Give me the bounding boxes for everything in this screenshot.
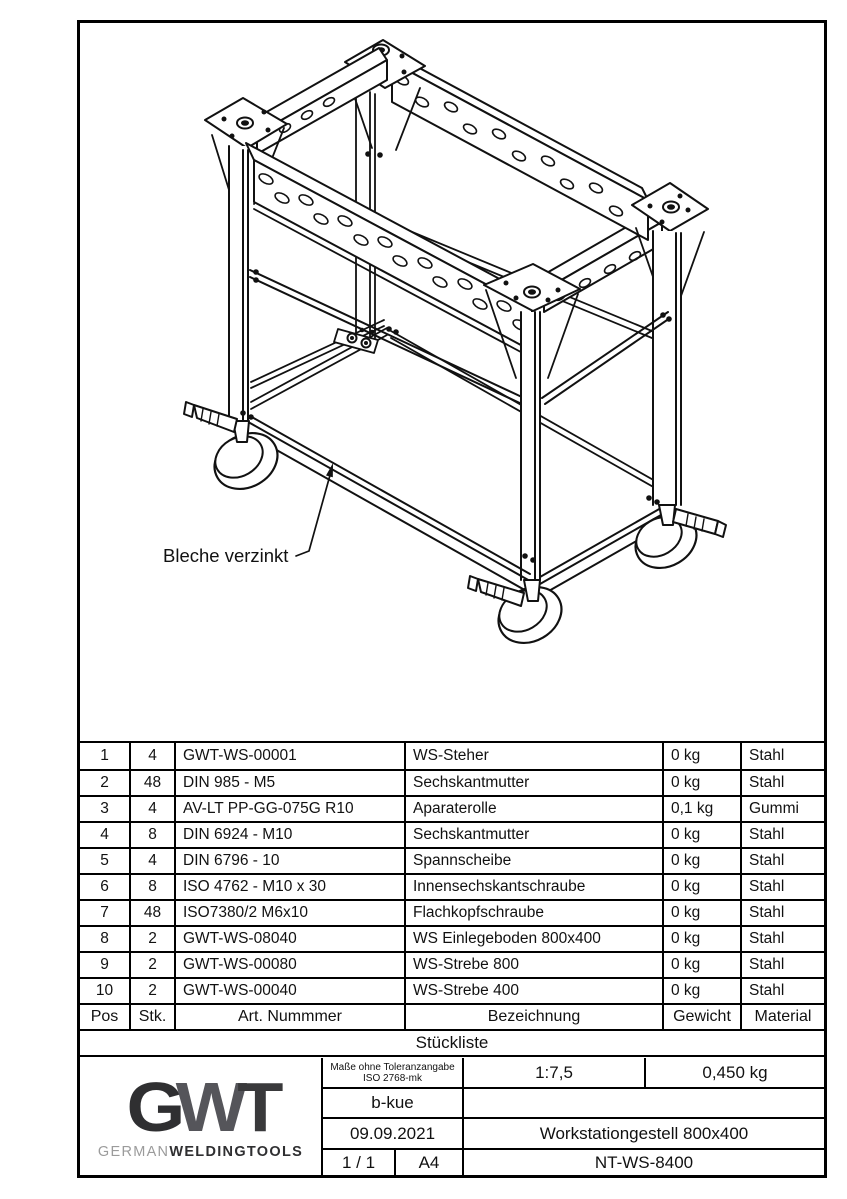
date-value: 09.09.2021 — [321, 1117, 462, 1148]
leader-line — [296, 463, 333, 556]
parts-cell-r2-c0: 2 — [80, 769, 129, 795]
parts-cell-r8-c1: 2 — [129, 925, 174, 951]
parts-header-c4: Gewicht — [662, 1003, 740, 1029]
parts-cell-r2-c1: 48 — [129, 769, 174, 795]
parts-cell-r1-c1: 4 — [129, 743, 174, 769]
parts-cell-r2-c3: Sechskantmutter — [404, 769, 662, 795]
parts-cell-r3-c1: 4 — [129, 795, 174, 821]
front-leg — [521, 312, 540, 580]
parts-header-c2: Art. Nummmer — [174, 1003, 404, 1029]
parts-cell-r7-c2: ISO7380/2 M6x10 — [174, 899, 404, 925]
parts-cell-r6-c4: 0 kg — [662, 873, 740, 899]
drawing-number: NT-WS-8400 — [462, 1148, 824, 1175]
parts-cell-r8-c5: Stahl — [740, 925, 824, 951]
parts-cell-r9-c2: GWT-WS-00080 — [174, 951, 404, 977]
parts-cell-r7-c0: 7 — [80, 899, 129, 925]
parts-cell-r10-c3: WS-Strebe 400 — [404, 977, 662, 1003]
drawing-frame — [77, 20, 827, 1178]
parts-cell-r5-c3: Spannscheibe — [404, 847, 662, 873]
parts-cell-r9-c1: 2 — [129, 951, 174, 977]
parts-header-c3: Bezeichnung — [404, 1003, 662, 1029]
parts-cell-r7-c5: Stahl — [740, 899, 824, 925]
parts-table — [80, 741, 824, 1057]
parts-cell-r3-c4: 0,1 kg — [662, 795, 740, 821]
annotation-bleche-verzinkt: Bleche verzinkt — [163, 545, 289, 566]
parts-cell-r1-c4: 0 kg — [662, 743, 740, 769]
parts-cell-r3-c5: Gummi — [740, 795, 824, 821]
scale-value: 1:7,5 — [462, 1058, 644, 1087]
parts-cell-r8-c4: 0 kg — [662, 925, 740, 951]
parts-cell-r6-c2: ISO 4762 - M10 x 30 — [174, 873, 404, 899]
parts-cell-r1-c0: 1 — [100, 747, 109, 764]
parts-header-c0: Pos — [80, 1003, 129, 1029]
parts-cell-r6-c5: Stahl — [740, 873, 824, 899]
parts-cell-r9-c3: WS-Strebe 800 — [404, 951, 662, 977]
tolerance-note — [321, 1058, 462, 1087]
parts-cell-r4-c1: 8 — [129, 821, 174, 847]
parts-cell-r2-c2: DIN 985 - M5 — [174, 769, 404, 795]
parts-cell-r7-c4: 0 kg — [662, 899, 740, 925]
parts-cell-r4-c2: DIN 6924 - M10 — [174, 821, 404, 847]
title-block — [80, 1058, 824, 1175]
parts-cell-r9-c0: 9 — [80, 951, 129, 977]
right-leg — [653, 231, 681, 505]
parts-cell-r9-c5: Stahl — [740, 951, 824, 977]
tolerance-line1: Maße ohne Toleranzangabe — [330, 1061, 455, 1073]
parts-cell-r1-c5: Stahl — [740, 743, 824, 769]
parts-header-c1: Stk. — [129, 1003, 174, 1029]
parts-cell-r2-c5: Stahl — [740, 769, 824, 795]
parts-cell-r3-c2: AV-LT PP-GG-075G R10 — [174, 795, 404, 821]
parts-cell-r10-c4: 0 kg — [662, 977, 740, 1003]
parts-cell-r6-c0: 6 — [80, 873, 129, 899]
bottom-shelf-rails — [250, 416, 661, 596]
parts-cell-r10-c5: Stahl — [740, 977, 824, 1003]
top-rail-back-perforated — [386, 50, 648, 240]
parts-cell-r5-c5: Stahl — [740, 847, 824, 873]
parts-cell-r9-c4: 0 kg — [662, 951, 740, 977]
parts-cell-r1-c3: WS-Steher — [404, 743, 662, 769]
paper-format: A4 — [394, 1148, 462, 1175]
parts-cell-r8-c2: GWT-WS-08040 — [174, 925, 404, 951]
author-value: b-kue — [321, 1087, 462, 1117]
tolerance-line2: ISO 2768-mk — [363, 1072, 422, 1084]
logo-subtitle: GERMANWELDINGTOOLS — [97, 1143, 304, 1160]
parts-cell-r10-c0: 10 — [80, 977, 129, 1003]
parts-cell-r10-c1: 2 — [129, 977, 174, 1003]
parts-cell-r7-c1: 48 — [129, 899, 174, 925]
parts-cell-r8-c3: WS Einlegeboden 800x400 — [404, 925, 662, 951]
parts-cell-r7-c3: Flachkopfschraube — [404, 899, 662, 925]
parts-cell-r6-c1: 8 — [129, 873, 174, 899]
parts-cell-r5-c4: 0 kg — [662, 847, 740, 873]
parts-cell-r5-c2: DIN 6796 - 10 — [174, 847, 404, 873]
right-brace — [542, 312, 670, 404]
parts-cell-r2-c4: 0 kg — [662, 769, 740, 795]
sheet-number: 1 / 1 — [321, 1148, 394, 1175]
parts-cell-r5-c1: 4 — [129, 847, 174, 873]
parts-cell-r6-c3: Innensechskantschraube — [404, 873, 662, 899]
parts-cell-r4-c3: Sechskantmutter — [404, 821, 662, 847]
cart-isometric-drawing — [80, 23, 824, 738]
caster-right — [626, 503, 726, 578]
left-leg — [229, 146, 248, 421]
top-rail-left — [249, 48, 387, 154]
parts-cell-r4-c4: 0 kg — [662, 821, 740, 847]
empty-cell — [462, 1087, 824, 1117]
parts-cell-r8-c0: 8 — [80, 925, 129, 951]
parts-cell-r3-c3: Aparaterolle — [404, 795, 662, 821]
gwt-logo-icon: GWT — [126, 1067, 275, 1146]
top-rail-front-perforated — [246, 143, 532, 358]
parts-cell-r10-c2: GWT-WS-00040 — [174, 977, 404, 1003]
weight-value: 0,450 kg — [644, 1058, 824, 1087]
parts-cell-r3-c0: 3 — [80, 795, 129, 821]
company-logo — [80, 1058, 321, 1175]
parts-list-title: Stückliste — [80, 1029, 824, 1055]
parts-cell-r5-c0: 5 — [80, 847, 129, 873]
parts-cell-r4-c0: 4 — [80, 821, 129, 847]
parts-cell-r1-c2: GWT-WS-00001 — [174, 743, 404, 769]
drawing-title: Workstationgestell 800x400 — [462, 1117, 824, 1148]
parts-cell-r4-c5: Stahl — [740, 821, 824, 847]
parts-header-c5: Material — [740, 1003, 824, 1029]
